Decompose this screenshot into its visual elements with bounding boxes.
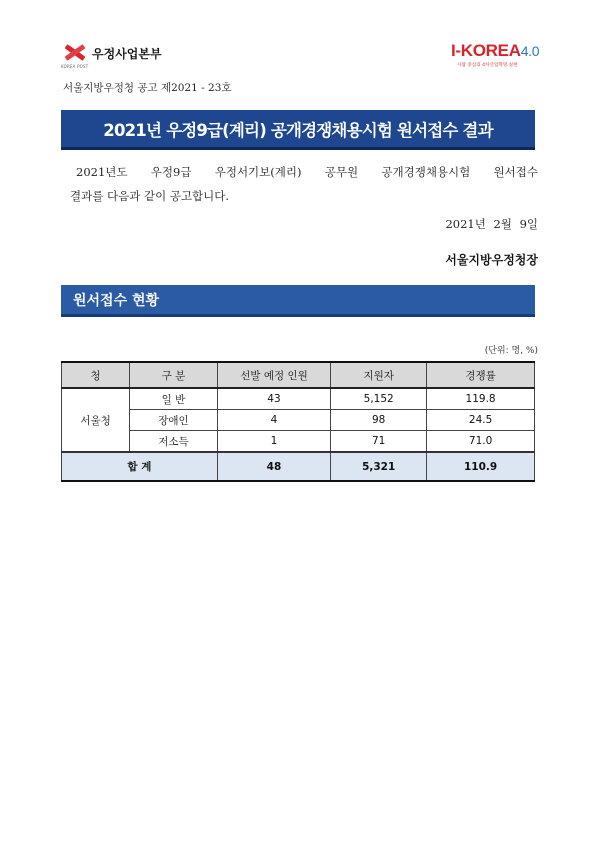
announcement-body xyxy=(70,160,538,208)
notice-number: 서울지방우정청 공고 제2021 - 23호 xyxy=(63,82,232,94)
korea-post-logo xyxy=(62,41,162,65)
table-row xyxy=(62,388,535,410)
category-cell: 저소득 xyxy=(130,431,218,453)
region-cell: 서울청 xyxy=(62,388,130,452)
planned-cell: 43 xyxy=(217,388,330,410)
total-planned: 48 xyxy=(217,452,330,481)
total-ratio: 110.9 xyxy=(427,452,535,481)
total-applicants: 5,321 xyxy=(331,452,427,481)
category-cell: 일 반 xyxy=(130,388,218,410)
header-office: 청 xyxy=(62,362,130,388)
header-planned: 선발 예정 인원 xyxy=(217,362,330,388)
ikorea-tagline: 사람 중심의 4차산업혁명 실현 xyxy=(457,63,518,68)
ikorea-version: 4.0 xyxy=(520,43,540,59)
announcement-date: 2021년 2월 9일 xyxy=(445,217,538,231)
header-category: 구 분 xyxy=(130,362,218,388)
category-cell: 장애인 xyxy=(130,410,218,431)
application-results-table xyxy=(61,361,535,482)
table-header-row xyxy=(62,362,535,388)
planned-cell: 1 xyxy=(217,431,330,453)
korea-post-logo-sub: KOREA POST xyxy=(61,64,89,69)
header-applicants: 지원자 xyxy=(331,362,427,388)
ratio-cell: 24.5 xyxy=(427,410,535,431)
section-banner xyxy=(61,285,535,317)
title-banner xyxy=(61,110,535,150)
total-label: 합 계 xyxy=(62,452,218,481)
announcement-line-2: 결과를 다음과 같이 공고합니다. xyxy=(70,189,230,203)
korea-post-mark-icon xyxy=(62,41,88,65)
table-row xyxy=(62,431,535,453)
ratio-cell: 71.0 xyxy=(427,431,535,453)
applicants-cell: 98 xyxy=(331,410,427,431)
unit-note: (단위: 명, %) xyxy=(484,346,538,356)
total-row xyxy=(62,452,535,481)
page-title: 2021년 우정9급(계리) 공개경쟁채용시험 원서접수 결과 xyxy=(103,120,493,140)
planned-cell: 4 xyxy=(217,410,330,431)
applicants-cell: 5,152 xyxy=(331,388,427,410)
ratio-cell: 119.8 xyxy=(427,388,535,410)
applicants-cell: 71 xyxy=(331,431,427,453)
ikorea-logo xyxy=(451,42,539,68)
header-ratio: 경쟁률 xyxy=(427,362,535,388)
announcement-line-1: 2021년도 우정9급 우정서기보(계리) 공무원 공개경쟁채용시험 원서접수 xyxy=(76,165,538,179)
table-row xyxy=(62,410,535,431)
section-title: 원서접수 현황 xyxy=(73,292,160,309)
ikorea-logo-text: I-KOREA xyxy=(451,41,521,60)
signer: 서울지방우정청장 xyxy=(445,253,538,267)
korea-post-logo-text: 우정사업본부 xyxy=(92,46,162,61)
